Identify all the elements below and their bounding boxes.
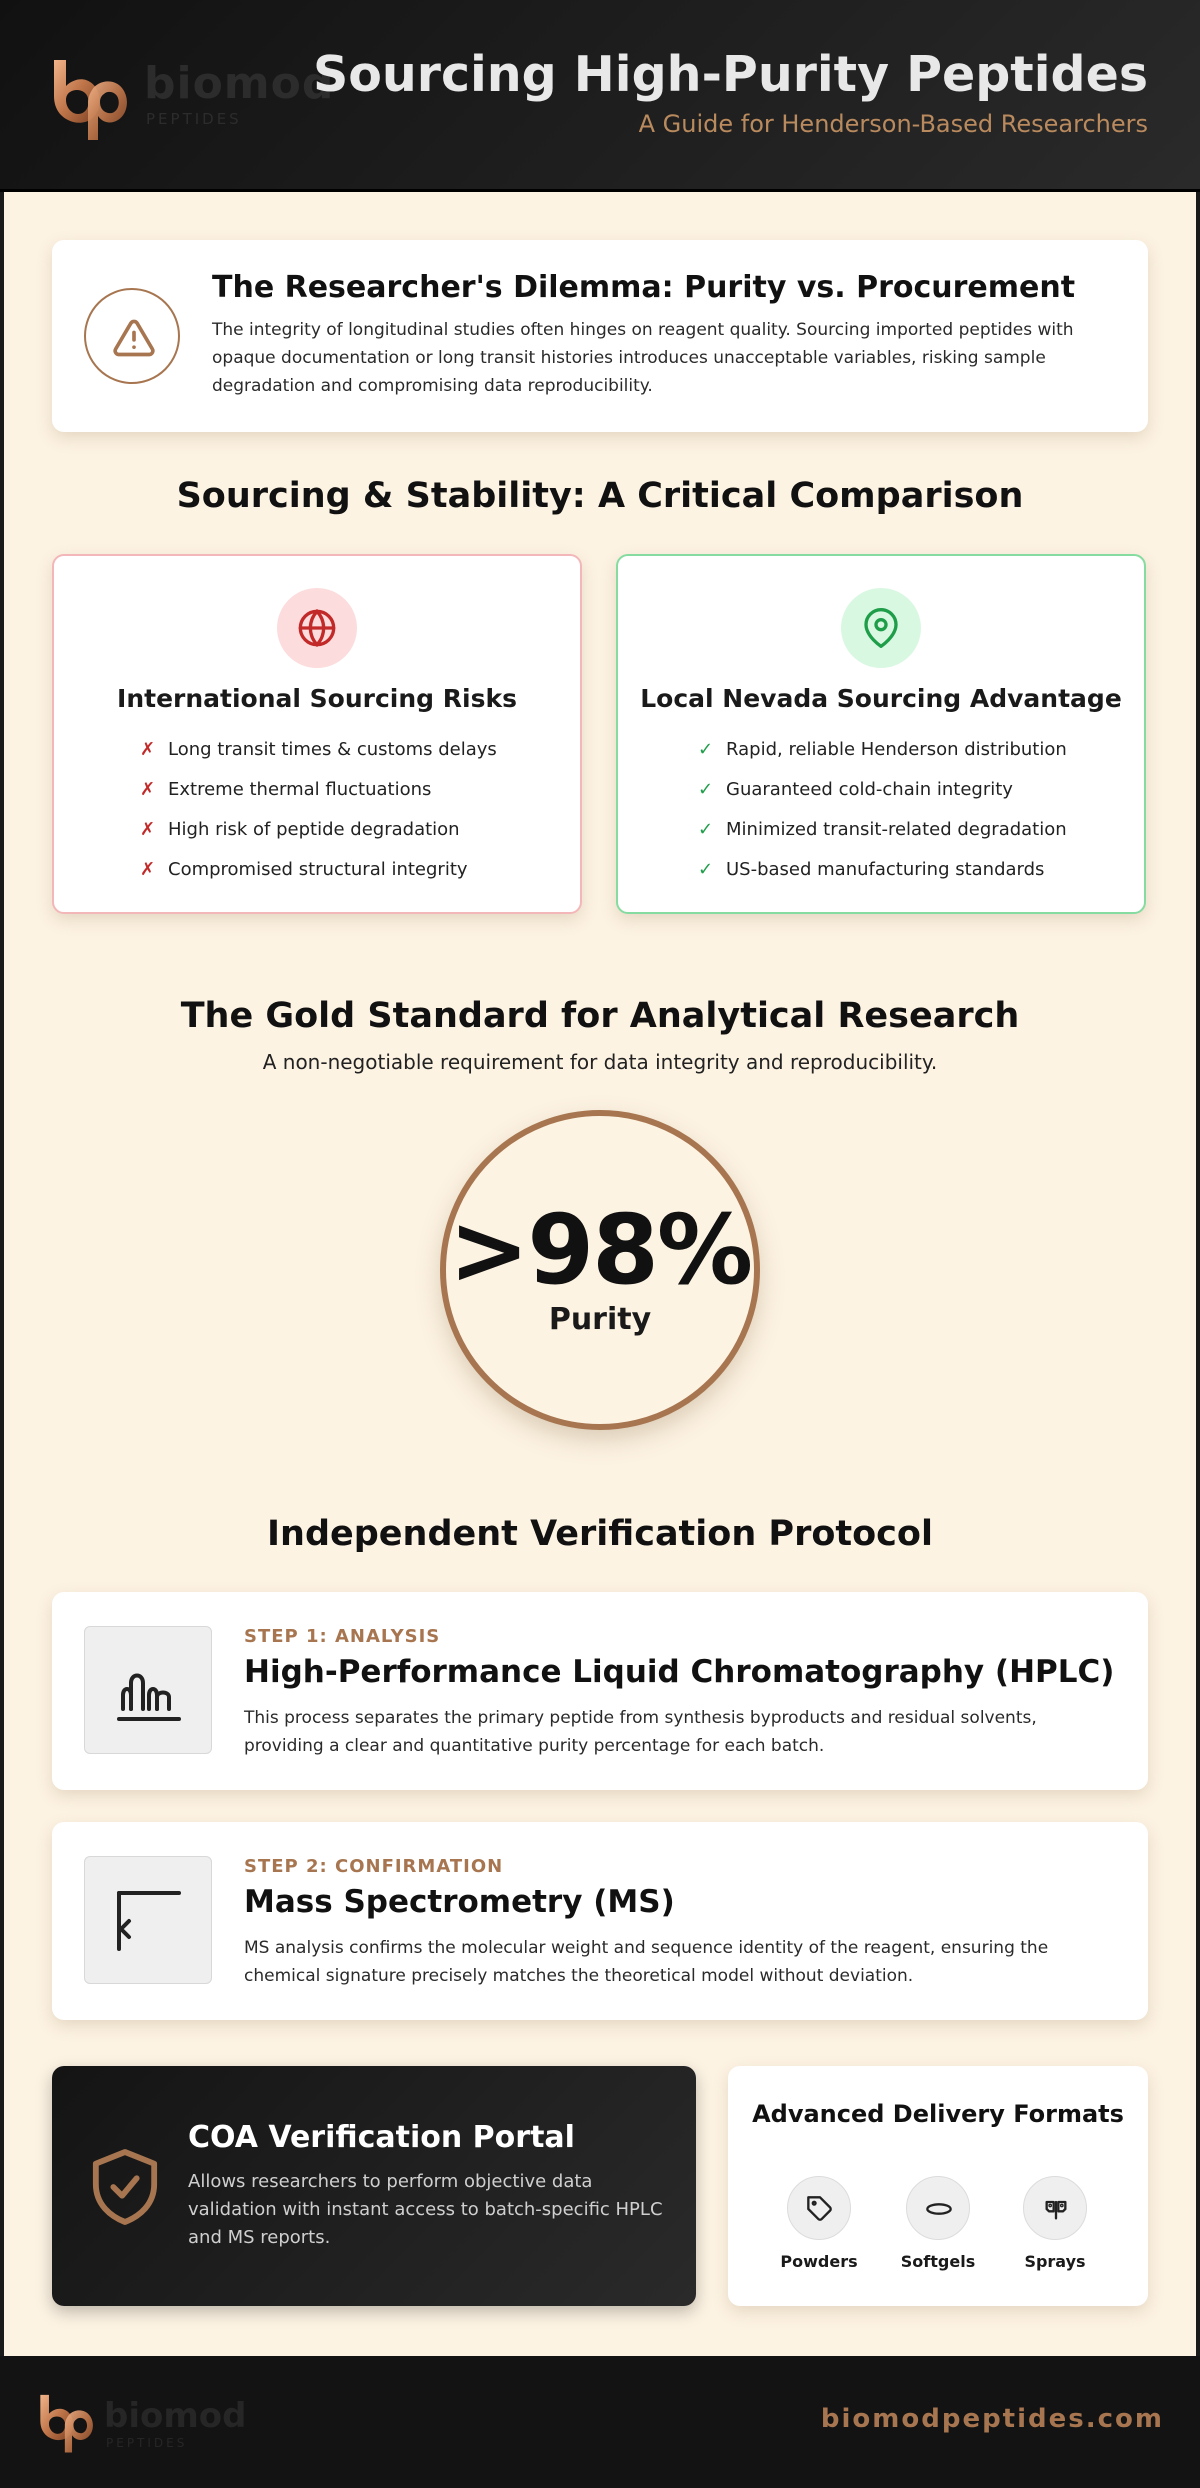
step-text: MS analysis confirms the molecular weight and sequence identity of the reagent, ensuring the chemical signature precisely matches the theoretical model without deviation. [244,1938,1049,1986]
advantage-card [616,554,1146,914]
shield-check-icon [90,2148,160,2226]
dilemma-text: The integrity of longitudinal studies often hinges on reagent quality. Sourcing imported peptides with opaque documentation or long transit histories introduces unacceptable variables, risking sample degradation and compromising data reproducibility. [212,320,1074,396]
risk-item-text: Long transit times & customs delays [168,739,497,760]
comparison-title: Sourcing & Stability: A Critical Comparison [176,476,1024,516]
list-item [698,730,1067,770]
list-item [140,850,497,890]
risk-item-text: Extreme thermal fluctuations [168,779,432,800]
logo-wordmark: biomod [104,2396,247,2436]
step-label: STEP 2: CONFIRMATION [244,1856,504,1877]
format-powders[interactable] [764,2176,874,2271]
advantage-item-text: Rapid, reliable Henderson distribution [726,739,1067,760]
coa-portal-card[interactable] [52,2066,696,2306]
footer-logo[interactable] [36,2392,296,2462]
format-label: Softgels [900,2252,976,2271]
risk-card [52,554,582,914]
check-mark-icon: ✓ [698,859,714,880]
check-mark-icon: ✓ [698,739,714,760]
spray-icon [1023,2176,1087,2240]
step-text: This process separates the primary peptide from synthesis byproducts and residual solvents, providing a clear and quantitative purity percentage for each batch. [244,1708,1037,1756]
coa-text: Allows researchers to perform objective data validation with instant access to batch-specific HPLC and MS reports. [188,2171,663,2248]
warning-triangle-icon [84,288,180,384]
step-title: Mass Spectrometry (MS) [244,1884,675,1920]
spectrum-axis-icon [84,1856,212,1984]
page-title: Sourcing High-Purity Peptides [312,46,1148,103]
list-item [698,770,1067,810]
step-card-hplc [52,1592,1148,1790]
verification-title: Independent Verification Protocol [267,1514,933,1554]
page-subtitle: A Guide for Henderson-Based Researchers [638,110,1148,138]
format-sprays[interactable] [1000,2176,1110,2271]
logo-wordmark: biomod [144,58,335,109]
risk-item-text: High risk of peptide degradation [168,819,460,840]
dilemma-title: The Researcher's Dilemma: Purity vs. Procurement [212,270,1076,305]
check-mark-icon: ✓ [698,779,714,800]
tag-icon [787,2176,851,2240]
format-label: Powders [780,2252,858,2271]
advantage-item-text: Minimized transit-related degradation [726,819,1067,840]
advantage-title: Local Nevada Sourcing Advantage [640,684,1122,713]
website-link[interactable]: biomodpeptides.com [820,2404,1164,2434]
advantage-item-text: US-based manufacturing standards [726,859,1045,880]
list-item [698,810,1067,850]
logo-subword: PEPTIDES [146,110,242,128]
gold-subtitle: A non-negotiable requirement for data integrity and reproducibility. [262,1050,938,1074]
cross-mark-icon: ✗ [140,779,156,800]
advantage-list [698,730,1067,890]
step-card-ms [52,1822,1148,2020]
gold-title: The Gold Standard for Analytical Research [180,996,1020,1036]
header [0,0,1200,192]
risk-list [140,730,497,890]
risk-title: International Sourcing Risks [117,684,517,713]
check-mark-icon: ✓ [698,819,714,840]
step-label: STEP 1: ANALYSIS [244,1626,441,1647]
risk-item-text: Compromised structural integrity [168,859,468,880]
list-item [140,770,497,810]
capsule-icon [906,2176,970,2240]
list-item [140,810,497,850]
cross-mark-icon: ✗ [140,859,156,880]
purity-label: Purity [548,1302,652,1337]
dilemma-card [52,240,1148,432]
step-title: High-Performance Liquid Chromatography (HPLC) [244,1654,1115,1690]
advantage-item-text: Guaranteed cold-chain integrity [726,779,1013,800]
map-pin-icon [841,588,921,668]
purity-badge [440,1110,760,1430]
chromatography-icon [84,1626,212,1754]
list-item [140,730,497,770]
coa-title: COA Verification Portal [188,2120,575,2155]
cross-mark-icon: ✗ [140,819,156,840]
bp-logo-icon [48,56,134,142]
purity-value: >98% [448,1194,752,1306]
logo-subword: PEPTIDES [106,2436,188,2450]
footer [0,2356,1200,2488]
delivery-formats-card [728,2066,1148,2306]
brand-logo[interactable] [48,52,348,142]
format-softgels[interactable] [883,2176,993,2271]
cross-mark-icon: ✗ [140,739,156,760]
list-item [698,850,1067,890]
formats-title: Advanced Delivery Formats [752,2100,1124,2128]
bp-logo-icon [36,2392,98,2454]
globe-icon [277,588,357,668]
format-label: Sprays [1024,2252,1086,2271]
